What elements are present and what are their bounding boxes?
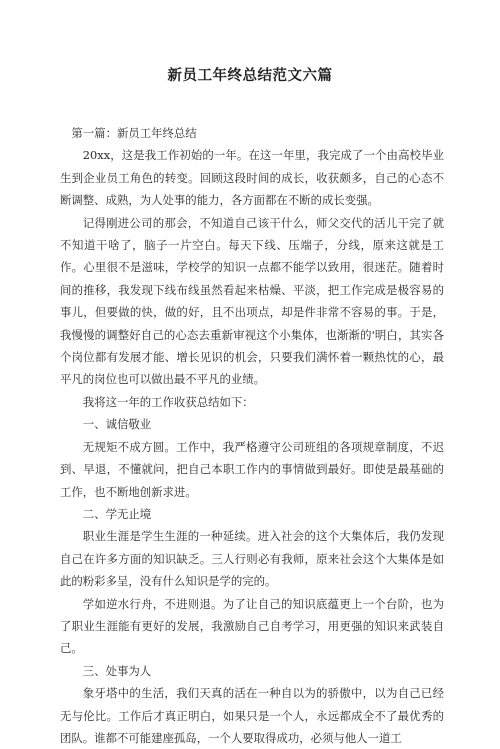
section-heading: 一、诚信敬业: [82, 417, 152, 432]
body-paragraph: 职业生涯是学生生涯的一种延续。进入社会的这个大集体后，我仍发现自己在许多方面的知识缺乏。三人行则必有我师，原来社会这个大集体是如此的粉彩多呈，没有什么知识是学的完的。: [60, 529, 444, 589]
document-title: 新员工年终总结范文六篇: [167, 68, 333, 84]
body-paragraph: 我将这一年的工作收获总结如下：: [82, 394, 254, 409]
body-paragraph: 学如逆水行舟，不进则退。为了让自己的知识底蕴更上一个台阶，也为了职业生涯能有更好的发展，我激励自己自考学习，用更强的知识来武装自己。: [60, 596, 444, 656]
section-heading: 二、学无止境: [82, 506, 152, 521]
body-paragraph: 记得刚进公司的那会，不知道自己该干什么，师父交代的活儿干完了就不知道干啥了，脑子一片空白。每天下线、压端子，分线，原来这就是工作。心里很不是滋味，学校学的知识一点都不能学以致用，很迷茫。随着时间的推移，我发现下线布线虽然看起来枯燥、平淡，把工作完成是极容易的事儿，但要做的快，做的好，且不出项点，却是件非常不容易的事。于是，我慢慢的调整好自己的心态去重新审视这个小集体，也渐渐的'明白，其实各个岗位都有发展才能、增长见识的机会，只要我们满怀着一颗热忱的心，最平凡的岗位也可以做出最不平凡的业绩。: [60, 215, 444, 387]
body-paragraph: 20xx，这是我工作初始的一年。在这一年里，我完成了一个由高校毕业生到企业员工角色的转变。回顾这段时间的成长，收获颇多，自己的心态不断调整、成熟，为人处事的能力，各方面都在不断的成长变强。: [60, 148, 444, 208]
body-paragraph: 象牙塔中的生活，我们天真的活在一种自以为的骄傲中，以为自己已经无与伦比。工作后才真正明白，如果只是一个人，永远都成全不了最优秀的团队。谁都不可能建座孤岛，一个人要取得成功，必须与他人一道工: [60, 686, 444, 745]
section-heading: 三、处事为人: [82, 663, 152, 678]
chapter-heading: 第一篇：新员工年终总结: [71, 126, 197, 140]
document-body: [60, 122, 444, 749]
body-paragraph: 无规矩不成方圆。工作中，我严格遵守公司班组的各项规章制度，不迟到、早退，不懂就问，把自己本职工作内的事情做到最好。即使是最基础的工作，也不断地创新求进。: [60, 439, 444, 499]
